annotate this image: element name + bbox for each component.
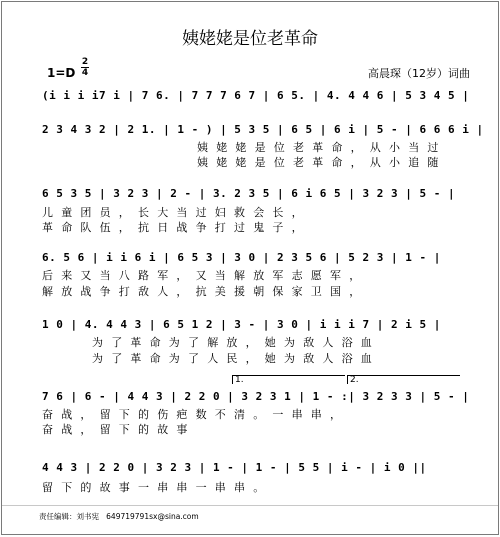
notation-line-3: 6 5 3 5 | 3 2 3 | 2 - | 3. 2 3 5 | 6 i 6 5 | 3 2 3 | 5 - | [42, 187, 456, 200]
footer-credit [39, 511, 199, 522]
lyric-line-4b: 解放战争打敌人，抗美援朝保家卫国， [42, 285, 369, 298]
second-ending-bracket: 2. [347, 375, 460, 384]
score-page [1, 1, 499, 535]
composer-credit: 高晨琛（12岁）词曲 [368, 67, 470, 80]
notation-line-2: 2 3 4 3 2 | 2 1. | 1 - ) | 5 3 5 | 6 5 | 6 i | 5 - | 6 6 6 i | [42, 123, 484, 136]
editor-label: 责任编辑： [39, 512, 77, 521]
lyric-line-5b: 为了革命为了人民，她为敌人浴血 [92, 352, 380, 365]
key-signature: 1=D [47, 66, 76, 80]
editor-name: 刘书宪 [76, 512, 99, 521]
first-ending-bracket: 1. [232, 375, 345, 384]
lyric-line-6a: 奋战，留下的伤疤数不清。一串串， [42, 408, 350, 421]
lyric-line-5a: 为了革命为了解放，她为敌人浴血 [92, 336, 380, 349]
notation-line-7: 4 4 3 | 2 2 0 | 3 2 3 | 1 - | 1 - | 5 5 | i - | i 0 || [42, 461, 427, 474]
lyric-line-7: 留下的故事一串串一串串。 [42, 481, 273, 494]
notation-line-6: 7 6 | 6 - | 4 4 3 | 2 2 0 | 3 2 3 1 | 1 - :| 3 2 3 3 | 5 - | [42, 390, 470, 403]
lyric-line-4a: 后来又当八路军，又当解放军志愿军， [42, 269, 369, 282]
notation-line-4: 6. 5 6 | i i 6 i | 6 5 3 | 3 0 | 2 3 5 6 | 5 2 3 | 1 - | [42, 251, 441, 264]
lyric-line-2b: 姨姥姥是位老革命，从小追随 [197, 156, 447, 169]
lyric-line-3b: 革命队伍，抗日战争打过鬼子， [42, 221, 311, 234]
footer-divider [2, 505, 498, 506]
notation-line-1: (i i i i7 i | 7 6. | 7 7 7 6 7 | 6 5. | 4. 4 4 6 | 5 3 4 5 | [42, 89, 470, 102]
lyric-line-3a: 儿童团员，长大当过妇救会长， [42, 206, 311, 219]
editor-email: 649719791sx@sina.com [106, 512, 199, 521]
time-signature [81, 57, 89, 78]
meter-bottom: 4 [81, 68, 89, 78]
meter-top: 2 [81, 57, 89, 67]
notation-line-5: 1 0 | 4. 4 4 3 | 6 5 1 2 | 3 - | 3 0 | i i i 7 | 2 i 5 | [42, 318, 441, 331]
lyric-line-6b: 奋战，留下的故事 [42, 423, 196, 436]
lyric-line-2a: 姨姥姥是位老革命，从小当过 [197, 141, 447, 154]
song-title: 姨姥姥是位老革命 [182, 29, 318, 49]
